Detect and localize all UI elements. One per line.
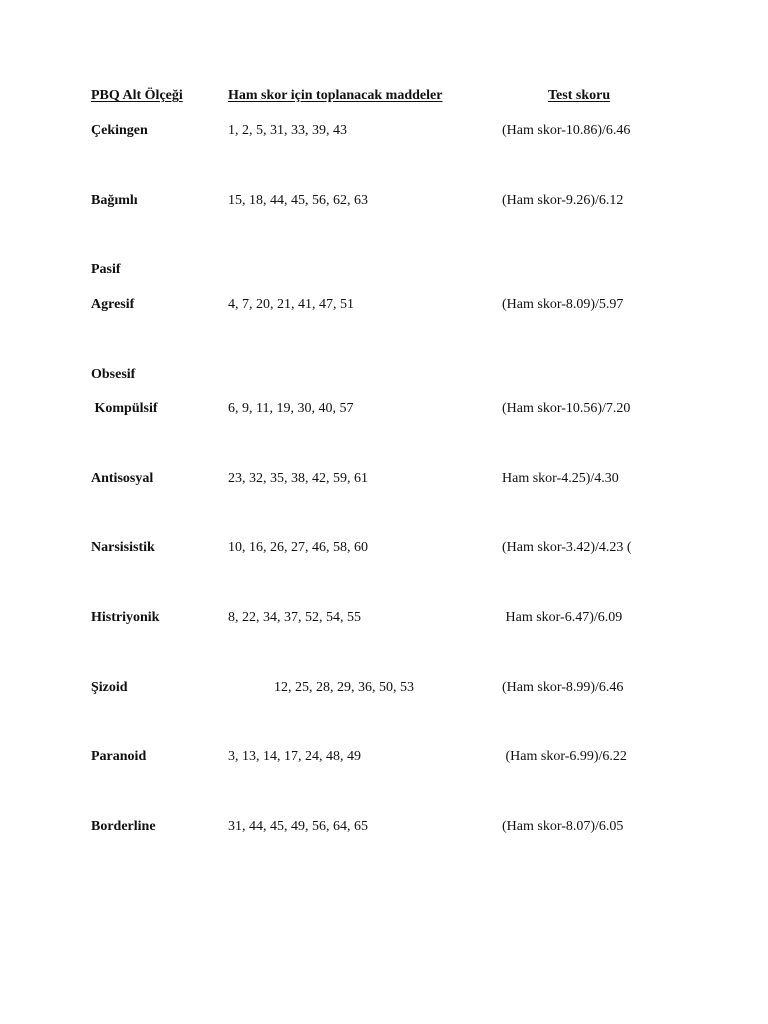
subscale-items: 3, 13, 14, 17, 24, 48, 49 <box>228 749 361 764</box>
subscale-score-formula: (Ham skor-3.42)/4.23 ( <box>502 540 632 555</box>
subscale-name: Bağımlı <box>91 193 138 208</box>
subscale-items: 6, 9, 11, 19, 30, 40, 57 <box>228 401 354 416</box>
subscale-name: Paranoid <box>91 749 147 764</box>
subscale-score-formula: (Ham skor-10.56)/7.20 <box>502 401 631 416</box>
subscale-score-formula: (Ham skor-8.07)/6.05 <box>502 819 624 834</box>
subscale-name: Şizoid <box>91 680 128 695</box>
subscale-name: Narsisistik <box>91 540 155 555</box>
subscale-score-formula: (Ham skor-10.86)/6.46 <box>502 123 631 138</box>
subscale-name: Histriyonik <box>91 610 160 625</box>
header-subscale: PBQ Alt Ölçeği <box>91 88 183 103</box>
subscale-score-formula: (Ham skor-8.09)/5.97 <box>502 297 624 312</box>
subscale-items: 12, 25, 28, 29, 36, 50, 53 <box>274 680 414 695</box>
subscale-name: Pasif <box>91 262 121 277</box>
subscale-name: Kompülsif <box>91 401 158 416</box>
subscale-score-formula: (Ham skor-6.99)/6.22 <box>502 749 627 764</box>
subscale-name: Çekingen <box>91 123 148 138</box>
subscale-items: 31, 44, 45, 49, 56, 64, 65 <box>228 819 368 834</box>
subscale-score-formula: (Ham skor-8.99)/6.46 <box>502 680 624 695</box>
subscale-name: Antisosyal <box>91 471 154 486</box>
subscale-score-formula: (Ham skor-9.26)/6.12 <box>502 193 624 208</box>
subscale-name: Agresif <box>91 297 135 312</box>
subscale-score-formula: Ham skor-6.47)/6.09 <box>502 610 623 625</box>
subscale-items: 10, 16, 26, 27, 46, 58, 60 <box>228 540 368 555</box>
subscale-items: 8, 22, 34, 37, 52, 54, 55 <box>228 610 361 625</box>
subscale-items: 23, 32, 35, 38, 42, 59, 61 <box>228 471 368 486</box>
header-score: Test skoru <box>548 88 611 103</box>
subscale-name: Obsesif <box>91 367 136 382</box>
subscale-items: 15, 18, 44, 45, 56, 62, 63 <box>228 193 368 208</box>
subscale-items: 4, 7, 20, 21, 41, 47, 51 <box>228 297 354 312</box>
subscale-items: 1, 2, 5, 31, 33, 39, 43 <box>228 123 347 138</box>
header-items: Ham skor için toplanacak maddeler <box>228 88 443 103</box>
subscale-name: Borderline <box>91 819 156 834</box>
subscale-score-formula: Ham skor-4.25)/4.30 <box>502 471 619 486</box>
